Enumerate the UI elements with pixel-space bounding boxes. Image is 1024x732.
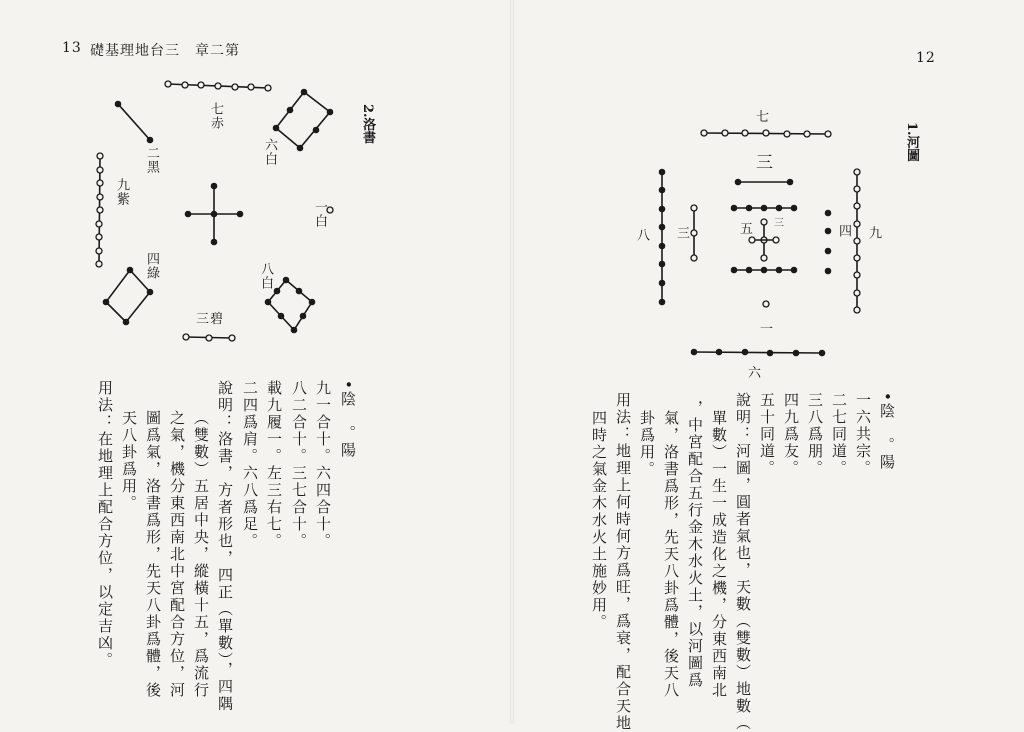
left-text-col-5: 二四爲肩。六八爲足。 — [241, 380, 259, 550]
hetu-label-left-small: 三 — [674, 226, 689, 240]
right-text-col-7: 說明：河圖，圓者氣也，天數（雙數）地數（ — [734, 392, 752, 732]
right-text-col-1: •陰 。陽 — [878, 392, 896, 471]
hetu-label-center: 五 — [740, 222, 755, 237]
luoshu-label-left: 九紫 — [114, 178, 129, 206]
left-page — [0, 0, 512, 724]
luoshu-label-right: 一白 — [312, 200, 327, 228]
luoshu-label-top: 七赤 — [208, 102, 223, 130]
hetu-label-top: 七 — [756, 110, 771, 125]
hetu-label-center-left: 三 — [774, 218, 785, 229]
hetu-label-left: 八 — [634, 228, 649, 242]
hetu-label-bottom-center: 一 — [760, 322, 775, 337]
right-text-col-8: 單數）一生一成造化之機，分東西南北 — [710, 410, 728, 699]
left-text-col-7: （雙數）五居中央，縱橫十五，爲流行 — [192, 410, 210, 699]
left-text-col-9: 圖爲氣，洛書爲形，先天八卦爲體，後 — [144, 410, 162, 699]
luoshu-center-five — [185, 183, 244, 246]
right-text-col-6: 五十同道。 — [758, 392, 776, 477]
hetu-left-eight — [659, 169, 666, 306]
hetu-right-inner-four — [825, 210, 832, 275]
hetu-right-nine — [854, 169, 860, 313]
luoshu-label-lower-right: 八白 — [258, 262, 273, 290]
right-text-col-2: 一六共宗。 — [854, 392, 872, 477]
hetu-bottom-inner-one — [763, 301, 769, 307]
hetu-inner-top-two — [735, 179, 794, 186]
hetu-label-right-small: 四 — [836, 224, 851, 238]
left-text-col-11: 用法：在地理上配合方位，以定吉凶。 — [96, 380, 114, 669]
hetu-bottom-six — [691, 349, 826, 357]
right-text-col-13: 四時之氣金木水火土施妙用。 — [590, 410, 608, 631]
hetu-left-inner-three — [691, 205, 697, 261]
luoshu-label-lower-left: 四綠 — [144, 252, 159, 280]
luoshu-label-bottom: 三碧 — [196, 312, 225, 327]
left-text-col-3: 八二合十。三七合十。 — [290, 380, 308, 550]
right-text-col-11: 卦爲用。 — [638, 410, 656, 478]
left-text-col-4: 載九履一。左三右七。 — [265, 380, 283, 550]
right-text-col-10: 氣，洛書爲形，先天八卦爲體，後天八 — [662, 410, 680, 699]
luoshu-label-top-right: 六白 — [262, 138, 277, 166]
luoshu-left-nine — [96, 153, 103, 267]
left-text-col-10: 天八卦爲用。 — [120, 410, 138, 512]
left-text-col-1: •陰 。陽 — [339, 380, 357, 459]
hetu-figure-title: 1.河圖 — [904, 122, 919, 162]
right-text-col-3: 二七同道。 — [830, 392, 848, 477]
right-text-col-4: 三八爲朋。 — [806, 392, 824, 477]
luoshu-bottom-three — [183, 334, 235, 341]
hetu-label-bottom: 六 — [748, 366, 763, 381]
right-text-col-12: 用法：地理上何時何方爲旺，爲衰，配合天地 — [614, 392, 632, 732]
right-text-col-9: ，中宮配合五行金木水火土，以河圖爲 — [686, 400, 704, 689]
luoshu-top-right-six — [273, 89, 334, 152]
left-text-col-6: 說明：洛書，方者形也，四正（單數），四隅 — [216, 380, 234, 713]
left-page-number: 13 — [62, 40, 82, 56]
luoshu-diagram — [0, 0, 512, 360]
right-text-col-5: 四九爲友。 — [782, 392, 800, 477]
left-text-col-8: 之氣，機分東西南北中宮配合方位，河 — [168, 410, 186, 699]
luoshu-upper-left-two — [115, 101, 154, 144]
hetu-label-right: 九 — [866, 226, 881, 240]
luoshu-top-seven — [165, 81, 271, 91]
luoshu-label-upper-left: 二黑 — [144, 146, 159, 174]
hetu-top-seven — [701, 130, 831, 137]
left-running-title: 礎基理地台三 章二第 — [90, 43, 240, 59]
hetu-center — [731, 205, 798, 274]
luoshu-figure-title: 2.洛書 — [360, 104, 375, 144]
left-text-col-2: 九一合十。六四合十。 — [314, 380, 332, 550]
right-page — [512, 0, 1024, 732]
hetu-label-top-center: 三 — [756, 153, 774, 173]
right-page-number: 12 — [916, 50, 936, 66]
